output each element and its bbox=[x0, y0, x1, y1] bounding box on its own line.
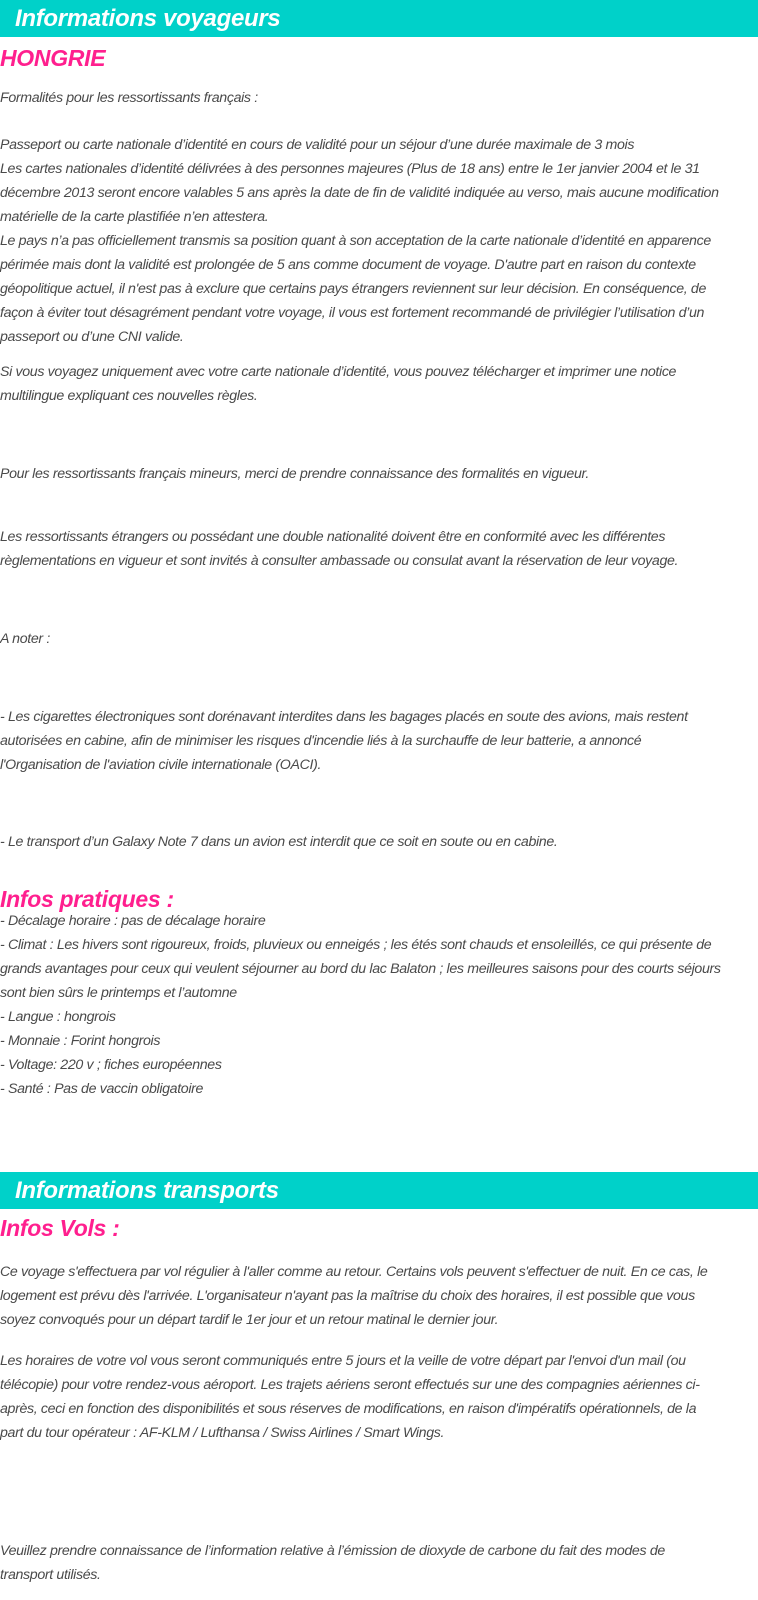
text-line: règlementations en vigueur et sont invités à consulter ambassade ou consulat avant la réservation de leur voyage. bbox=[0, 553, 679, 569]
infos-pratiques-list bbox=[0, 909, 758, 1101]
text-line: Les cartes nationales d’identité délivrées à des personnes majeures (Plus de 18 ans) entre le 1er janvier 2004 et le 31 bbox=[0, 161, 700, 177]
text-line: décembre 2013 seront encore valables 5 ans après la date de fin de validité indiquée au verso, mais aucune modification bbox=[0, 185, 719, 201]
cni-notice-paragraph bbox=[0, 360, 758, 408]
text-line: Veuillez prendre connaissance de l’information relative à l’émission de dioxyde de carbone du fait des modes de bbox=[0, 1543, 665, 1559]
co2-paragraph bbox=[0, 1539, 758, 1587]
infos-vols-title: Infos Vols : bbox=[0, 1215, 120, 1241]
list-item: - Monnaie : Forint hongrois bbox=[0, 1033, 161, 1049]
text-line: autorisées en cabine, afin de minimiser les risques d'incendie liés à la surchauffe de leur batterie, a annoncé bbox=[0, 733, 642, 749]
country-title: HONGRIE bbox=[0, 45, 106, 71]
text-line: soyez convoqués pour un départ tardif le 1er jour et un retour matinal le dernier jour. bbox=[0, 1312, 499, 1328]
a-noter-label: A noter : bbox=[0, 631, 50, 647]
text-line: télécopie) pour votre rendez-vous aéroport. Les trajets aériens seront effectués sur une des compagnies aériennes ci- bbox=[0, 1377, 700, 1393]
text-line: l'Organisation de l'aviation civile internationale (OACI). bbox=[0, 757, 322, 773]
text-line: façon à éviter tout désagrément pendant votre voyage, il vous est fortement recommandé de privilégier l’utilisation d’un bbox=[0, 305, 705, 321]
text-line: logement est prévu dès l'arrivée. L'organisateur n'ayant pas la maîtrise du choix des horaires, il est possible que vous bbox=[0, 1288, 695, 1304]
list-item: - Langue : hongrois bbox=[0, 1009, 116, 1025]
galaxy-note-paragraph: - Le transport d’un Galaxy Note 7 dans un avion est interdit que ce soit en soute ou en cabine. bbox=[0, 834, 558, 850]
text-line: géopolitique actuel, il n'est pas à exclure que certains pays étrangers reviennent sur leur décision. En conséquence, de bbox=[0, 281, 707, 297]
list-item: grands avantages pour ceux qui veulent séjourner au bord du lac Balaton ; les meilleures saisons pour des courts séjours bbox=[0, 961, 721, 977]
text-line: multilingue expliquant ces nouvelles règles. bbox=[0, 388, 258, 404]
section-header-voyageurs: Informations voyageurs bbox=[0, 0, 758, 37]
id-requirements-paragraph bbox=[0, 133, 758, 349]
text-line: Le pays n’a pas officiellement transmis sa position quant à son acceptation de la carte nationale d’identité en apparence bbox=[0, 233, 711, 249]
text-line: après, ceci en fonction des disponibilités et sous réserves de modifications, en raison d'impératifs opérationnels, de la bbox=[0, 1401, 697, 1417]
cigarettes-paragraph bbox=[0, 705, 758, 777]
infos-pratiques-title: Infos pratiques : bbox=[0, 886, 174, 912]
text-line: Passeport ou carte nationale d’identité en cours de validité pour un séjour d’une durée maximale de 3 mois bbox=[0, 137, 635, 153]
formalites-label: Formalités pour les ressortissants français : bbox=[0, 90, 258, 106]
text-line: Les ressortissants étrangers ou possédant une double nationalité doivent être en conformité avec les différentes bbox=[0, 529, 666, 545]
etrangers-paragraph bbox=[0, 525, 758, 573]
list-item: - Climat : Les hivers sont rigoureux, froids, pluvieux ou enneigés ; les étés sont chauds et ensoleillés, ce qui présente de bbox=[0, 937, 712, 953]
list-item: - Santé : Pas de vaccin obligatoire bbox=[0, 1081, 204, 1097]
horaires-paragraph bbox=[0, 1349, 758, 1445]
text-line: matérielle de la carte plastifiée n’en attestera. bbox=[0, 209, 269, 225]
text-line: passeport ou d’une CNI valide. bbox=[0, 329, 184, 345]
section-header-transports: Informations transports bbox=[0, 1172, 758, 1209]
text-line: périmée mais dont la validité est prolongée de 5 ans comme document de voyage. D'autre part en raison du contexte bbox=[0, 257, 696, 273]
list-item: sont bien sûrs le printemps et l’automne bbox=[0, 985, 237, 1001]
text-line: - Les cigarettes électroniques sont dorénavant interdites dans les bagages placés en soute des avions, mais restent bbox=[0, 709, 688, 725]
text-line: Les horaires de votre vol vous seront communiqués entre 5 jours et la veille de votre départ par l'envoi d'un mail (ou bbox=[0, 1353, 686, 1369]
list-item: - Voltage: 220 v ; fiches européennes bbox=[0, 1057, 222, 1073]
vol-regulier-paragraph bbox=[0, 1260, 758, 1332]
text-line: transport utilisés. bbox=[0, 1567, 101, 1583]
text-line: part du tour opérateur : AF-KLM / Lufthansa / Swiss Airlines / Smart Wings. bbox=[0, 1425, 445, 1441]
text-line: Ce voyage s'effectuera par vol régulier à l'aller comme au retour. Certains vols peuvent s'effectuer de nuit. En ce cas, le bbox=[0, 1264, 708, 1280]
text-line: Si vous voyagez uniquement avec votre carte nationale d’identité, vous pouvez télécharger et imprimer une notice bbox=[0, 364, 677, 380]
list-item: - Décalage horaire : pas de décalage horaire bbox=[0, 913, 266, 929]
mineurs-paragraph: Pour les ressortissants français mineurs, merci de prendre connaissance des formalités en vigueur. bbox=[0, 466, 589, 482]
